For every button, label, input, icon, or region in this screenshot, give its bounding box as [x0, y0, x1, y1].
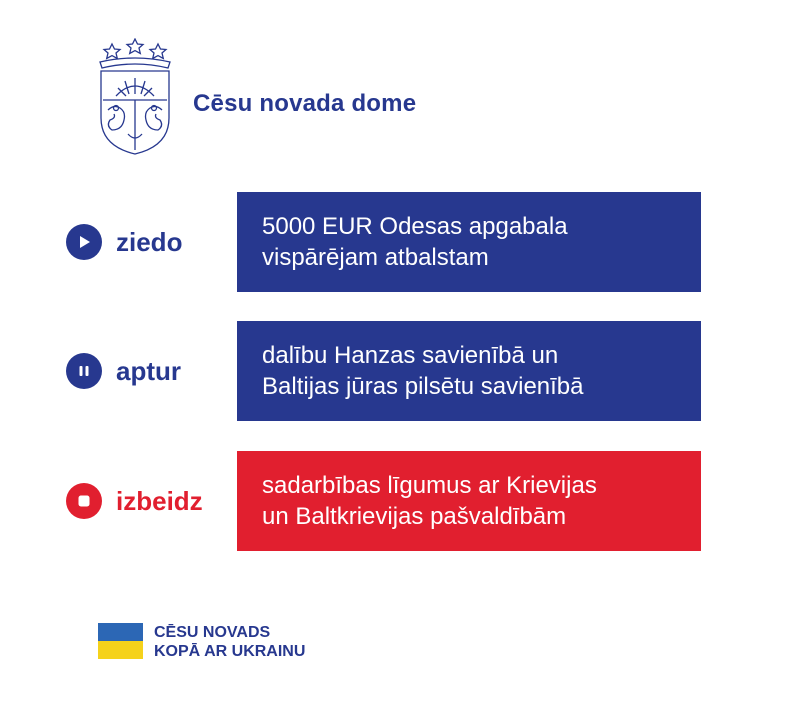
action-row-aptur — [0, 321, 799, 421]
description-line: un Baltkrievijas pašvaldībām — [262, 503, 567, 530]
description-line: vispārējam atbalstam — [262, 244, 489, 271]
action-izbeidz — [66, 483, 203, 519]
description-line: dalību Hanzas savienībā un — [262, 342, 559, 369]
description-line: sadarbības līgumus ar Krievijas — [262, 472, 597, 499]
footer-line: KOPĀ AR UKRAINU — [154, 643, 306, 660]
description-line: 5000 EUR Odesas apgabala — [262, 213, 568, 240]
ukraine-flag-icon — [98, 623, 143, 659]
action-row-ziedo — [0, 192, 799, 292]
action-description-box — [237, 192, 701, 292]
action-ziedo — [66, 224, 182, 260]
footer-slogan — [154, 623, 305, 661]
action-label: aptur — [116, 355, 181, 386]
page-title: Cēsu novada dome — [193, 90, 417, 117]
footer-line: CĒSU NOVADS — [154, 624, 271, 641]
pause-icon — [66, 353, 102, 389]
description-line: Baltijas jūras pilsētu savienībā — [262, 373, 584, 400]
action-description-box — [237, 321, 701, 421]
play-icon — [66, 224, 102, 260]
stop-icon — [66, 483, 102, 519]
action-label: izbeidz — [116, 485, 203, 516]
coat-of-arms-icon — [94, 38, 176, 156]
action-description-box — [237, 451, 701, 551]
action-aptur — [66, 353, 181, 389]
action-row-izbeidz — [0, 451, 799, 551]
action-label: ziedo — [116, 226, 183, 257]
